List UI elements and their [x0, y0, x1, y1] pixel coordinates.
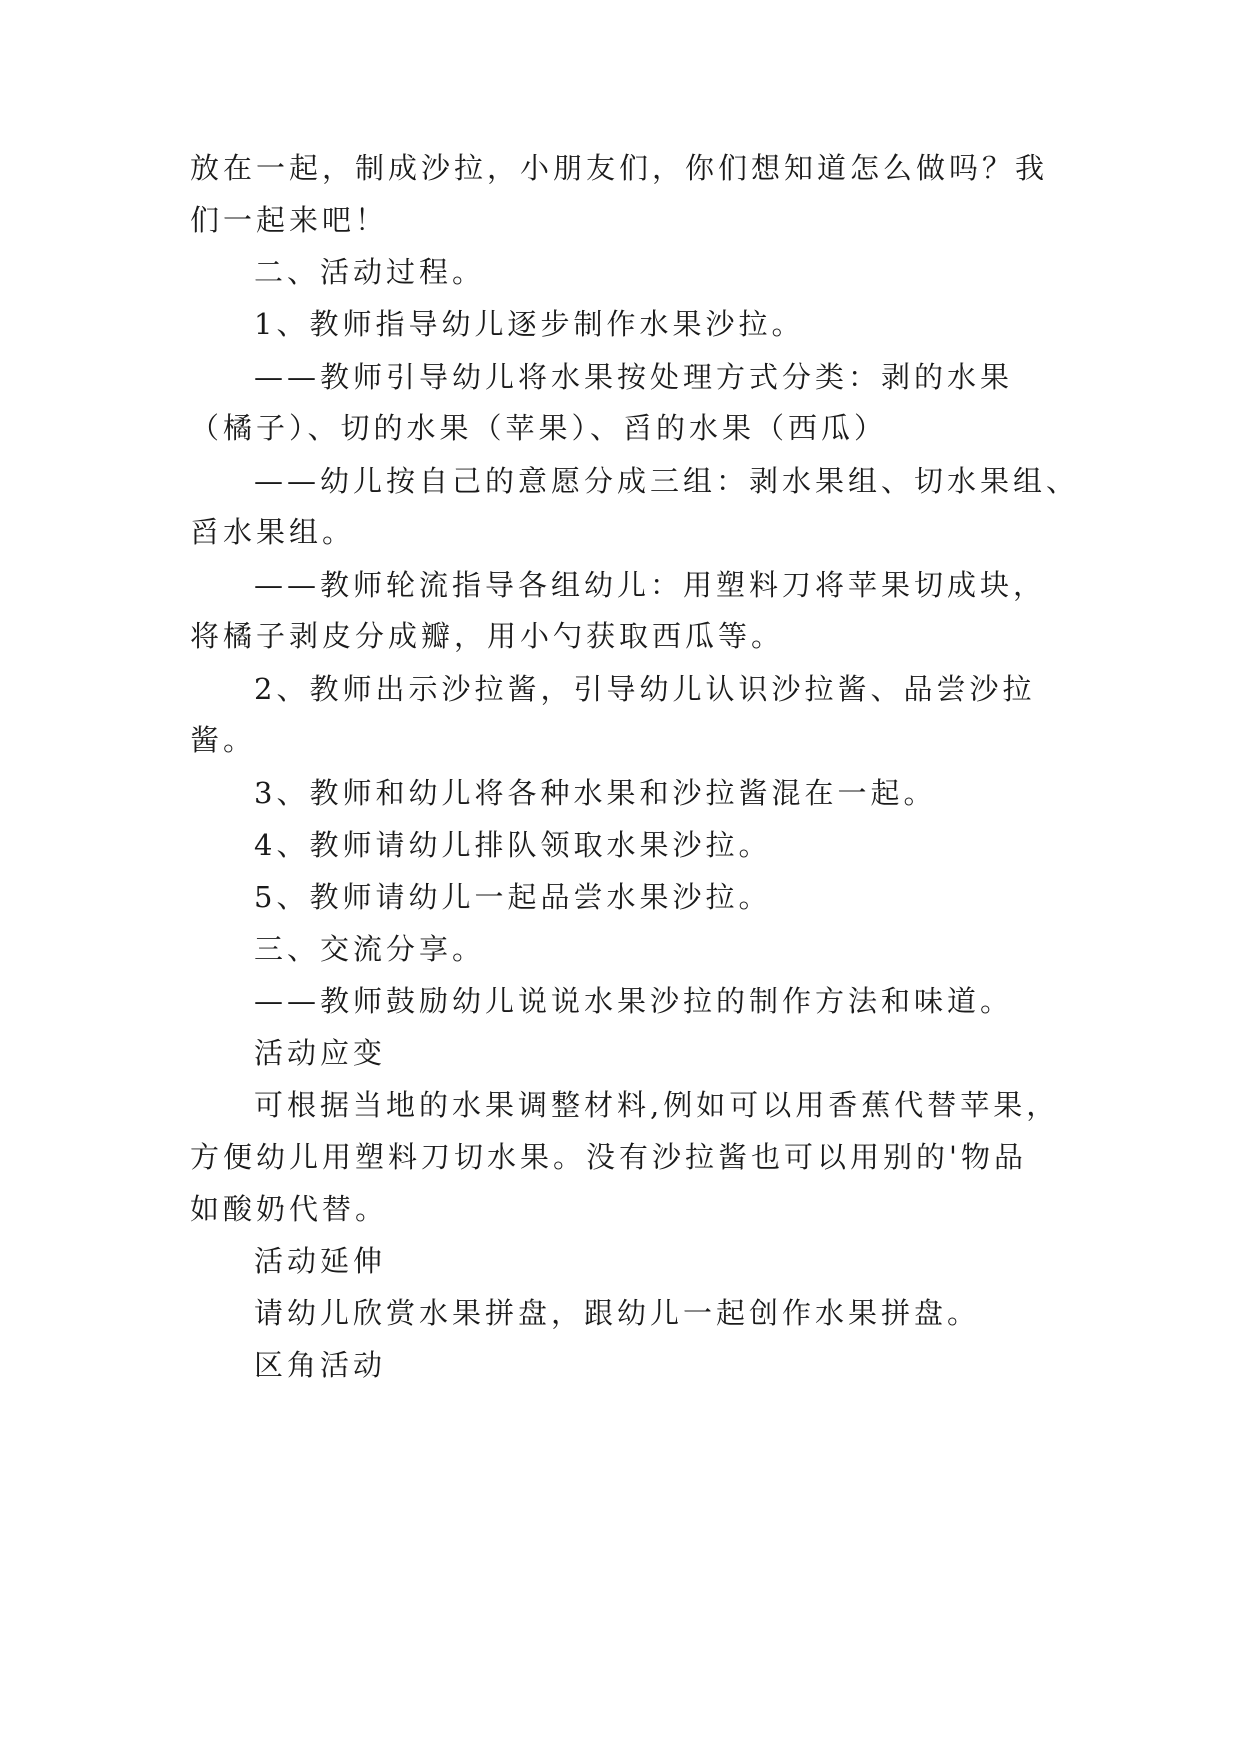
step-item: 2、教师出示沙拉酱，引导幼儿认识沙拉酱、品尝沙拉 — [254, 672, 1036, 706]
body-text-line: ——幼儿按自己的意愿分成三组：剥水果组、切水果组、 — [254, 464, 1080, 498]
body-text-line: 如酸奶代替。 — [190, 1192, 389, 1226]
body-text-line: 放在一起，制成沙拉，小朋友们，你们想知道怎么做吗？我 — [190, 151, 1049, 185]
body-text-line: ——教师鼓励幼儿说说水果沙拉的制作方法和味道。 — [254, 984, 1014, 1018]
step-item: 4、教师请幼儿排队领取水果沙拉。 — [254, 828, 772, 862]
step-item: 3、教师和幼儿将各种水果和沙拉酱混在一起。 — [254, 776, 937, 810]
step-item: 5、教师请幼儿一起品尝水果沙拉。 — [254, 880, 772, 914]
section-heading: 二、活动过程。 — [254, 255, 486, 289]
section-heading: 活动应变 — [254, 1036, 387, 1070]
body-text-line: （橘子）、切的水果（苹果）、舀的水果（西瓜） — [190, 411, 888, 445]
step-item: 1、教师指导幼儿逐步制作水果沙拉。 — [254, 307, 805, 341]
section-heading: 区角活动 — [254, 1348, 387, 1382]
body-text-line: 们一起来吧！ — [190, 203, 389, 237]
body-text-line: 将橘子剥皮分成瓣，用小勺获取西瓜等。 — [190, 619, 785, 653]
body-text-line: 舀水果组。 — [190, 515, 356, 549]
body-text-line: ——教师引导幼儿将水果按处理方式分类：剥的水果 — [254, 360, 1014, 394]
section-heading: 活动延伸 — [254, 1244, 387, 1278]
body-text-line: 请幼儿欣赏水果拼盘，跟幼儿一起创作水果拼盘。 — [254, 1296, 981, 1330]
section-heading: 三、交流分享。 — [254, 932, 486, 966]
body-text-line: 可根据当地的水果调整材料,例如可以用香蕉代替苹果， — [254, 1088, 1060, 1122]
body-text-line: 方便幼儿用塑料刀切水果。没有沙拉酱也可以用别的'物品 — [190, 1140, 1027, 1174]
body-text-line: ——教师轮流指导各组幼儿：用塑料刀将苹果切成块， — [254, 568, 1047, 602]
body-text-line: 酱。 — [190, 723, 257, 757]
